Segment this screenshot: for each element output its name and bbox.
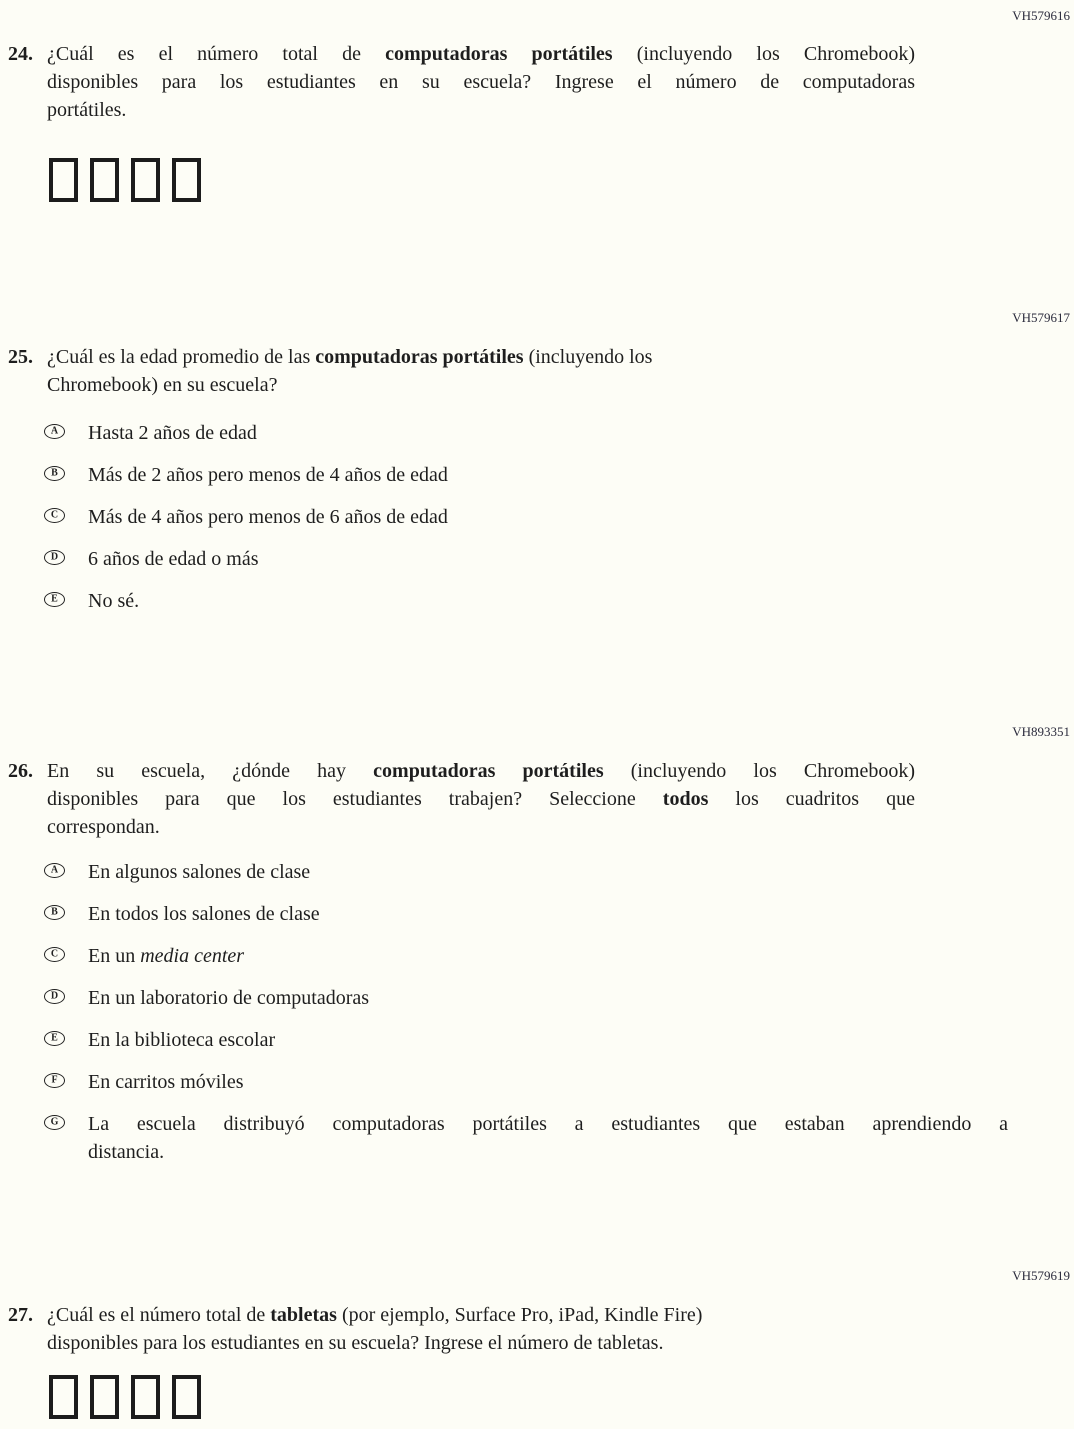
q26-option-e[interactable] (44, 1026, 275, 1054)
question-25-number: 25. (8, 346, 33, 368)
q26-option-e-bubble-icon[interactable]: E (44, 1031, 65, 1046)
q25-option-e[interactable] (44, 587, 139, 615)
item-code-q24: VH579616 (1012, 8, 1070, 23)
q26-option-g-bubble-icon[interactable]: G (44, 1115, 65, 1130)
question-25-line1: ¿Cuál es la edad promedio de las computadoras portátiles (incluyendo los (47, 346, 653, 368)
q26-option-b-bubble-icon[interactable]: B (44, 905, 65, 920)
q24-digit-box-2[interactable] (90, 158, 119, 202)
question-27-text (47, 1301, 915, 1357)
question-25-line2: Chromebook) en su escuela? (47, 374, 278, 396)
q26-option-c-bubble-icon[interactable]: C (44, 947, 65, 962)
question-24-line1: ¿Cuál es el número total de computadoras portátiles (incluyendo los Chromebook) (47, 43, 915, 65)
item-code-q26: VH893351 (1012, 724, 1070, 739)
q26-option-b[interactable] (44, 900, 320, 928)
q26-option-a[interactable] (44, 858, 310, 886)
question-25-text (47, 343, 915, 399)
q24-digit-entry (49, 158, 201, 202)
item-code-q27: VH579619 (1012, 1268, 1070, 1283)
q25-option-b-label: Más de 2 años pero menos de 4 años de edad (88, 464, 448, 486)
q27-digit-entry (49, 1375, 201, 1419)
q26-option-d-bubble-icon[interactable]: D (44, 989, 65, 1004)
question-27-line2: disponibles para los estudiantes en su escuela? Ingrese el número de tabletas. (47, 1332, 664, 1354)
q25-option-b[interactable] (44, 461, 448, 489)
q26-option-f-bubble-icon[interactable]: F (44, 1073, 65, 1088)
q26-option-g-label: La escuela distribuyó computadoras portátiles a estudiantes que estaban aprendiendo a distancia. (88, 1113, 1008, 1163)
q25-option-c-bubble-icon[interactable]: C (44, 508, 65, 523)
q26-option-c[interactable] (44, 942, 244, 970)
question-26-line2: disponibles para que los estudiantes trabajen? Seleccione todos los cuadritos que (47, 788, 915, 810)
q27-digit-box-3[interactable] (131, 1375, 160, 1419)
item-code-q25: VH579617 (1012, 310, 1070, 325)
q25-option-a[interactable] (44, 419, 257, 447)
q25-option-c[interactable] (44, 503, 448, 531)
q26-option-b-label: En todos los salones de clase (88, 903, 320, 925)
q26-option-d-label: En un laboratorio de computadoras (88, 987, 370, 1009)
question-27-line1: ¿Cuál es el número total de tabletas (por ejemplo, Surface Pro, iPad, Kindle Fire) (47, 1304, 703, 1326)
q27-digit-box-1[interactable] (49, 1375, 78, 1419)
q25-option-d-label: 6 años de edad o más (88, 548, 259, 570)
question-24-line2: disponibles para los estudiantes en su escuela? Ingrese el número de computadoras (47, 71, 915, 93)
q24-digit-box-3[interactable] (131, 158, 160, 202)
question-26-line3: correspondan. (47, 816, 160, 838)
q26-option-c-label: En un media center (88, 945, 245, 967)
question-24-number: 24. (8, 43, 33, 65)
q26-option-a-bubble-icon[interactable]: A (44, 863, 65, 878)
question-26-number: 26. (8, 760, 33, 782)
q25-option-b-bubble-icon[interactable]: B (44, 466, 65, 481)
q25-option-e-label: No sé. (88, 590, 140, 612)
q24-digit-box-4[interactable] (172, 158, 201, 202)
q25-option-d[interactable] (44, 545, 259, 573)
q25-option-a-label: Hasta 2 años de edad (88, 422, 257, 444)
q24-digit-box-1[interactable] (49, 158, 78, 202)
question-27-number: 27. (8, 1304, 33, 1326)
q25-option-e-bubble-icon[interactable]: E (44, 592, 65, 607)
q25-option-d-bubble-icon[interactable]: D (44, 550, 65, 565)
q26-option-d[interactable] (44, 984, 369, 1012)
question-24-line3: portátiles. (47, 99, 127, 121)
q25-option-a-bubble-icon[interactable]: A (44, 424, 65, 439)
question-26-line1: En su escuela, ¿dónde hay computadoras portátiles (incluyendo los Chromebook) (47, 760, 915, 782)
q26-option-f[interactable] (44, 1068, 244, 1096)
q26-option-a-label: En algunos salones de clase (88, 861, 311, 883)
q27-digit-box-2[interactable] (90, 1375, 119, 1419)
q26-option-e-label: En la biblioteca escolar (88, 1029, 276, 1051)
q26-option-g[interactable] (44, 1110, 1008, 1166)
q27-digit-box-4[interactable] (172, 1375, 201, 1419)
q26-option-f-label: En carritos móviles (88, 1071, 244, 1093)
q25-option-c-label: Más de 4 años pero menos de 6 años de edad (88, 506, 448, 528)
question-24-text (47, 40, 915, 124)
question-26-text (47, 757, 915, 841)
